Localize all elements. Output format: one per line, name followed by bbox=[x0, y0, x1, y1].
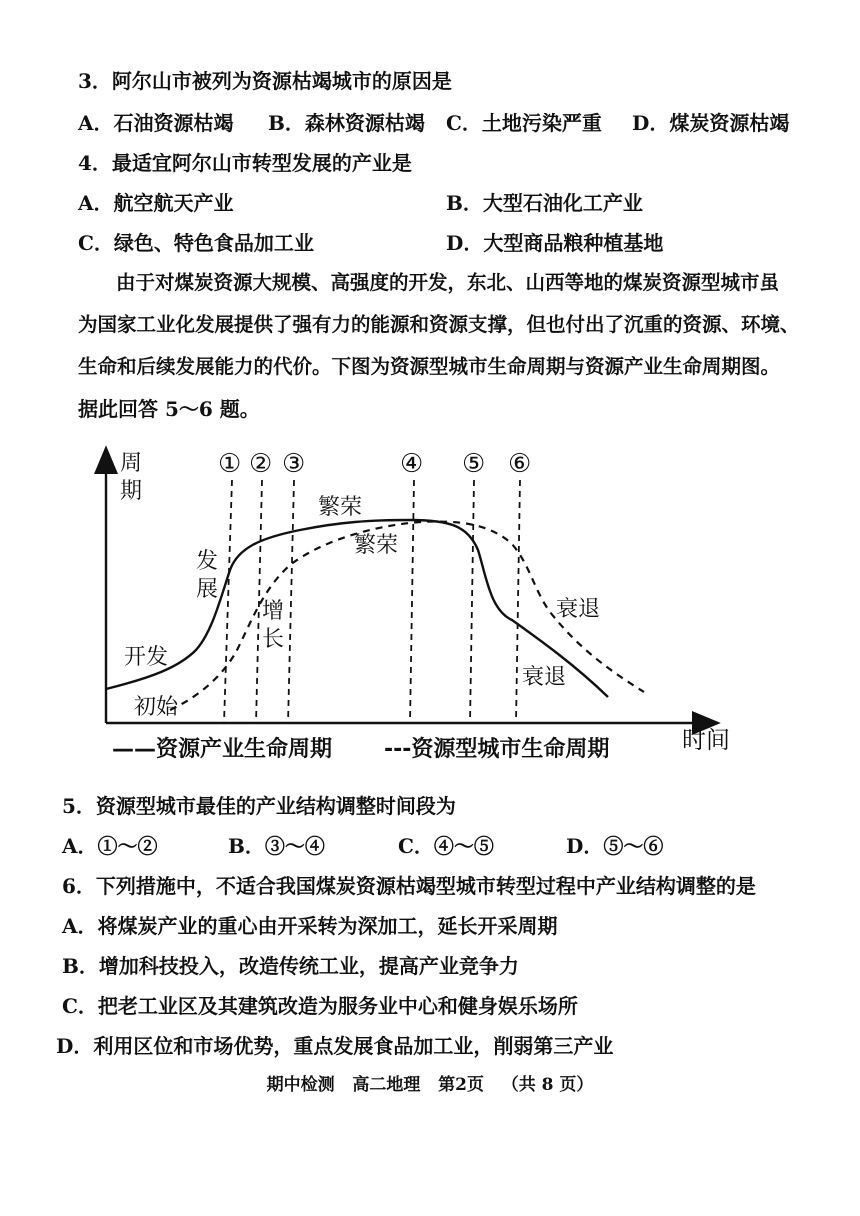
q3-option-b: B．森林资源枯竭 bbox=[268, 111, 425, 135]
label-dash-increase-2: 长 bbox=[262, 627, 285, 652]
ref-line-3 bbox=[288, 480, 294, 723]
passage-line-3: 生命和后续发展能力的代价。下图为资源型城市生命周期与资源产业生命周期图。 bbox=[78, 355, 781, 378]
life-cycle-chart bbox=[0, 440, 860, 780]
ref-line-5 bbox=[470, 480, 474, 723]
label-solid-develop: 开发 bbox=[124, 645, 169, 670]
q5-option-b: B．③～④ bbox=[228, 834, 325, 858]
x-axis-label: 时间 bbox=[682, 726, 730, 754]
q5-option-c: C．④～⑤ bbox=[398, 834, 494, 858]
q4-stem: 4．最适宜阿尔山市转型发展的产业是 bbox=[78, 151, 412, 175]
marker-1: ① bbox=[218, 449, 242, 479]
label-dash-increase-1: 增 bbox=[262, 599, 285, 624]
y-axis-label: 周期 bbox=[120, 451, 143, 504]
q4-option-c: C．绿色、特色食品加工业 bbox=[78, 231, 314, 255]
label-solid-growth-2: 展 bbox=[196, 577, 219, 602]
q5-option-d: D．⑤～⑥ bbox=[566, 834, 664, 858]
q4-option-a: A．航空航天产业 bbox=[78, 191, 234, 215]
passage-line-2: 为国家工业化发展提供了强有力的能源和资源支撑，但也付出了沉重的资源、环境、 bbox=[78, 313, 800, 336]
q6-option-c: C．把老工业区及其建筑改造为服务业中心和健身娱乐场所 bbox=[62, 994, 578, 1018]
legend-solid: ——资源产业生命周期 bbox=[112, 737, 333, 762]
marker-5: ⑤ bbox=[462, 449, 486, 479]
page-footer: 期中检测 高二地理 第2页 （共 8 页） bbox=[266, 1075, 594, 1095]
label-solid-growth-1: 发 bbox=[196, 549, 219, 574]
q3-option-a: A．石油资源枯竭 bbox=[78, 111, 234, 135]
passage-line-1: 由于对煤炭资源大规模、高强度的开发，东北、山西等地的煤炭资源型城市虽 bbox=[116, 271, 780, 294]
q6-option-b: B．增加科技投入，改造传统工业，提高产业竞争力 bbox=[62, 954, 519, 978]
marker-2: ② bbox=[249, 449, 273, 479]
label-solid-decline: 衰退 bbox=[522, 665, 567, 690]
passage-line-4: 据此回答 5～6 题。 bbox=[78, 397, 260, 421]
q5-option-a: A．①～② bbox=[62, 834, 158, 858]
q3-stem: 3．阿尔山市被列为资源枯竭城市的原因是 bbox=[78, 69, 452, 93]
legend-dashed: ---资源型城市生命周期 bbox=[384, 737, 610, 762]
q3-option-c: C．土地污染严重 bbox=[446, 111, 602, 135]
label-dash-prosper: 繁荣 bbox=[354, 533, 399, 558]
marker-4: ④ bbox=[400, 449, 424, 479]
q3-option-d: D．煤炭资源枯竭 bbox=[632, 111, 790, 135]
ref-line-4 bbox=[410, 480, 414, 723]
label-dash-decline: 衰退 bbox=[556, 597, 601, 622]
label-solid-prosper: 繁荣 bbox=[318, 495, 363, 520]
marker-6: ⑥ bbox=[508, 449, 532, 479]
q4-option-d: D．大型商品粮种植基地 bbox=[446, 231, 664, 255]
label-dash-initial: 初始 bbox=[134, 695, 179, 720]
ref-line-6 bbox=[516, 480, 520, 723]
q4-option-b: B．大型石油化工产业 bbox=[446, 191, 643, 215]
q6-option-d: D．利用区位和市场优势，重点发展食品加工业，削弱第三产业 bbox=[56, 1034, 614, 1058]
q6-option-a: A．将煤炭产业的重心由开采转为深加工，延长开采周期 bbox=[62, 914, 558, 938]
marker-3: ③ bbox=[282, 449, 306, 479]
q5-stem: 5．资源型城市最佳的产业结构调整时间段为 bbox=[62, 794, 456, 818]
q6-stem: 6．下列措施中，不适合我国煤炭资源枯竭型城市转型过程中产业结构调整的是 bbox=[62, 874, 756, 898]
ref-line-1 bbox=[224, 480, 232, 723]
